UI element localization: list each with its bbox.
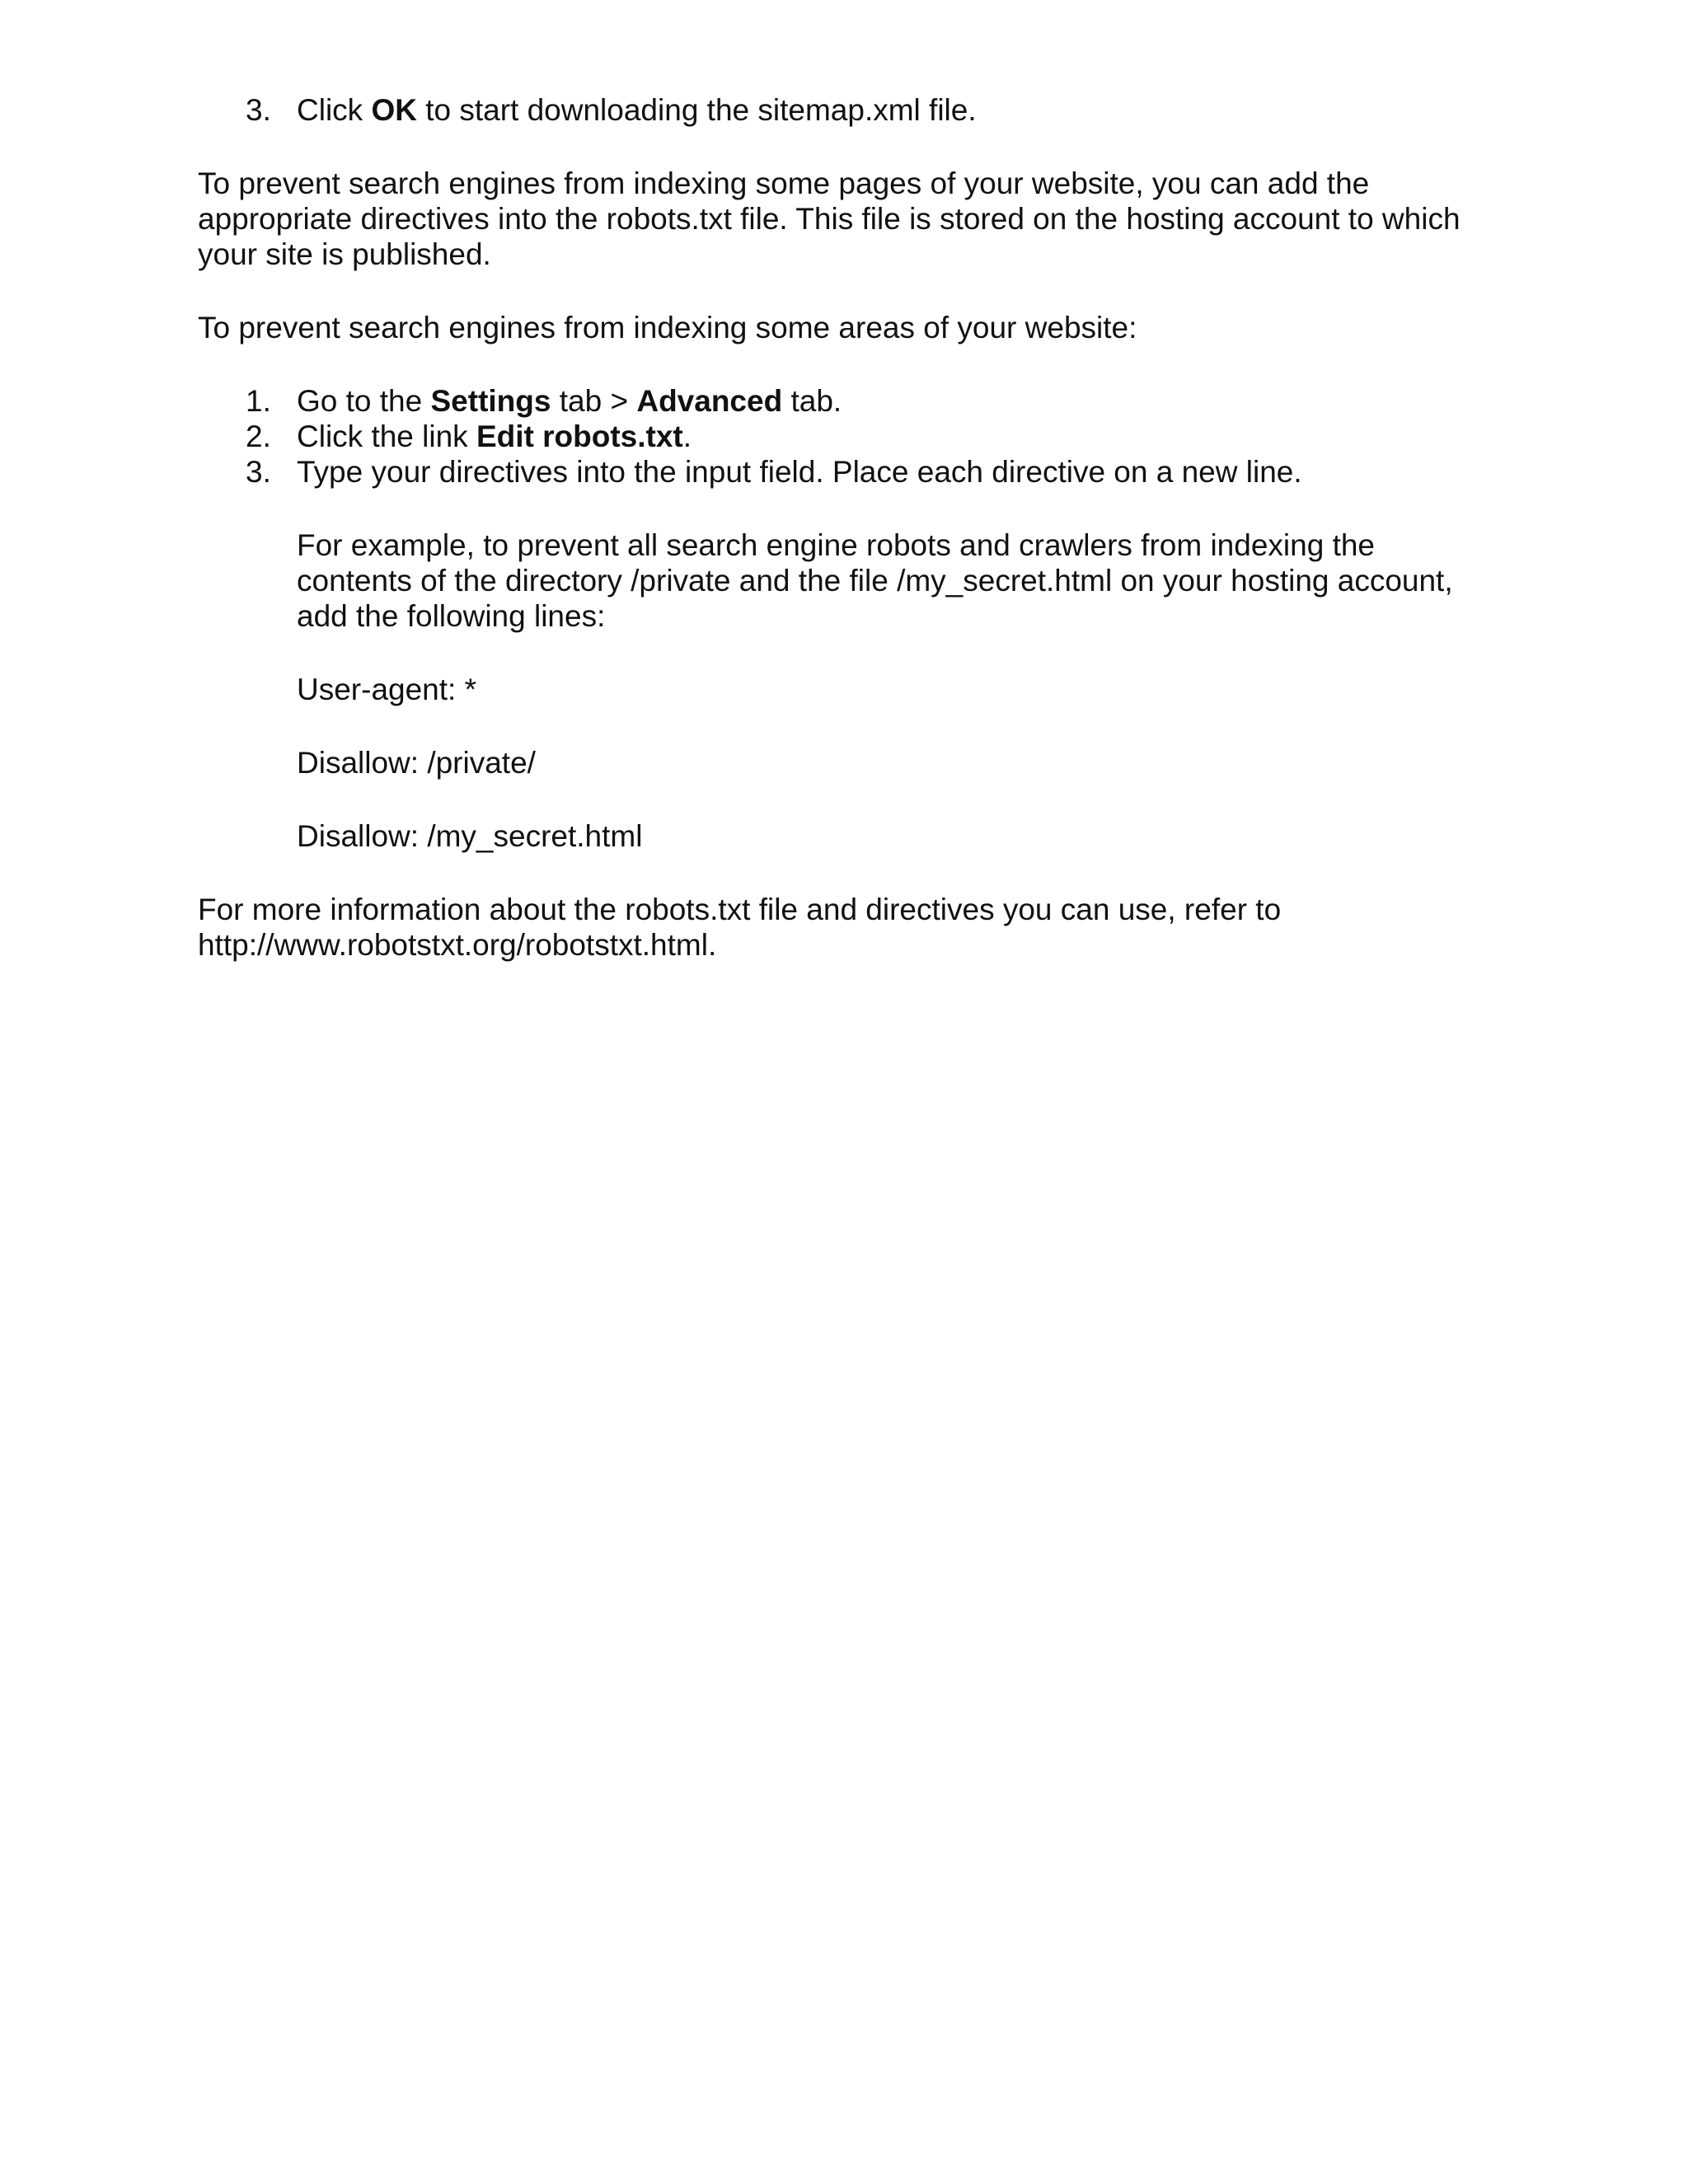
step-text: Click	[297, 93, 372, 127]
step-text: Go to the	[297, 384, 431, 418]
robots-intro-paragraph: To prevent search engines from indexing some pages of your website, you can add the appropriate directives into the robots.txt file. This file is stored on the hosting account to which your site is published.	[198, 166, 1461, 271]
edit-robots-link-label: Edit robots.txt	[476, 419, 683, 453]
step-number: 3.	[246, 93, 271, 127]
step-number: 2.	[246, 419, 271, 453]
step-download-ok	[198, 92, 1484, 128]
step-text: Click the link	[297, 419, 476, 453]
step-text: to start downloading the sitemap.xml file.	[416, 93, 977, 127]
step-type-directives	[198, 454, 1484, 490]
code-line-disallow-private: Disallow: /private/	[297, 746, 536, 780]
step-settings-advanced	[198, 383, 1484, 419]
robotstxt-url: http://www.robotstxt.org/robotstxt.html.	[198, 928, 717, 962]
example-paragraph: For example, to prevent all search engine robots and crawlers from indexing the contents of the directory /private and the file /my_secret.html on your hosting account, add the following lines:	[297, 528, 1453, 633]
step-text: .	[682, 419, 692, 453]
areas-intro-paragraph: To prevent search engines from indexing some areas of your website:	[198, 311, 1137, 344]
step-edit-robots	[198, 419, 1484, 454]
document-content	[198, 92, 1484, 963]
step-number: 1.	[246, 384, 271, 418]
step-number: 3.	[246, 455, 271, 489]
step-text: Type your directives into the input field. Place each directive on a new line.	[297, 455, 1302, 489]
step-text: tab >	[551, 384, 637, 418]
advanced-tab-label: Advanced	[636, 384, 783, 418]
ok-label: OK	[371, 93, 417, 127]
code-line-disallow-secret: Disallow: /my_secret.html	[297, 819, 643, 853]
step-text: tab.	[782, 384, 842, 418]
settings-tab-label: Settings	[430, 384, 551, 418]
more-info-line: For more information about the robots.txt file and directives you can use, refer to	[198, 893, 1282, 926]
code-line-user-agent: User-agent: *	[297, 673, 476, 706]
